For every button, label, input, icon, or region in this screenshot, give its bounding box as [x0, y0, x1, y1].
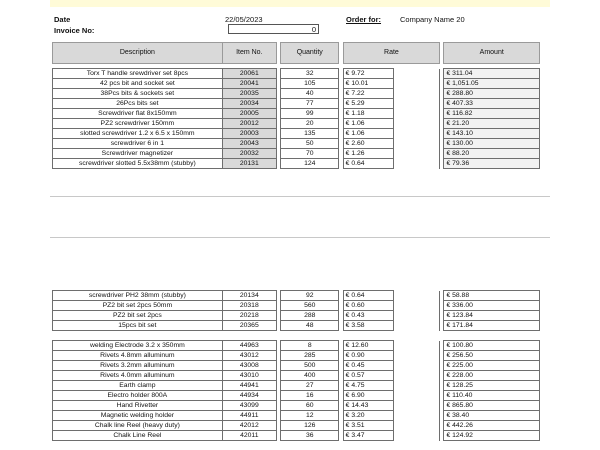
cell-item-no[interactable]: 20034 [222, 99, 276, 109]
cell-rate[interactable]: € 5.29 [343, 99, 393, 109]
cell-description[interactable]: 42 pcs bit and socket set [53, 79, 223, 89]
table-row [53, 79, 540, 89]
cell-quantity[interactable]: 40 [281, 89, 339, 99]
cell-rate[interactable]: € 1.18 [343, 109, 393, 119]
cell-quantity[interactable]: 60 [281, 401, 339, 411]
cell-amount[interactable]: € 38.40 [444, 411, 540, 421]
cell-description[interactable]: screwdriver 6 in 1 [53, 139, 223, 149]
cell-rate[interactable]: € 1.26 [343, 149, 393, 159]
cell-quantity[interactable]: 560 [281, 301, 339, 311]
invoice-table-1 [52, 42, 540, 169]
cell-quantity[interactable]: 32 [281, 69, 339, 79]
table-row [53, 411, 540, 421]
page-gap [0, 196, 600, 238]
cell-amount[interactable]: € 336.00 [444, 301, 540, 311]
company-name[interactable]: Company Name 20 [400, 15, 465, 24]
cell-rate-blank [393, 291, 440, 301]
cell-rate-blank [393, 149, 440, 159]
date-value[interactable]: 22/05/2023 [225, 15, 263, 24]
cell-rate[interactable]: € 14.43 [343, 401, 393, 411]
cell-description[interactable]: Rivets 4.0mm alluminum [53, 371, 223, 381]
cell-amount[interactable]: € 143.10 [444, 129, 540, 139]
cell-quantity[interactable]: 36 [281, 431, 339, 441]
cell-rate[interactable]: € 1.06 [343, 119, 393, 129]
cell-rate[interactable]: € 0.45 [343, 361, 393, 371]
cell-description[interactable]: Earth clamp [53, 381, 223, 391]
invoice-page-1 [50, 0, 550, 196]
cell-amount[interactable]: € 130.00 [444, 139, 540, 149]
cell-item-no[interactable]: 42011 [222, 431, 276, 441]
cell-item-no[interactable]: 20134 [222, 291, 276, 301]
cell-rate-blank [393, 79, 440, 89]
cell-quantity[interactable]: 288 [281, 311, 339, 321]
table-row [53, 291, 540, 301]
cell-amount[interactable]: € 256.50 [444, 351, 540, 361]
invoice-table-2 [52, 290, 540, 441]
cell-rate[interactable]: € 3.47 [343, 431, 393, 441]
cell-item-no[interactable]: 20003 [222, 129, 276, 139]
table-row [53, 149, 540, 159]
cell-amount[interactable]: € 407.33 [444, 99, 540, 109]
cell-item-no[interactable]: 43010 [222, 371, 276, 381]
cell-quantity[interactable]: 285 [281, 351, 339, 361]
cell-rate[interactable]: € 0.43 [343, 311, 393, 321]
cell-rate[interactable]: € 2.60 [343, 139, 393, 149]
cell-rate[interactable]: € 3.20 [343, 411, 393, 421]
table-row [53, 69, 540, 79]
col-header-quantity: Quantity [281, 43, 339, 64]
cell-rate[interactable]: € 3.58 [343, 321, 393, 331]
cell-rate-blank [393, 119, 440, 129]
cell-description[interactable]: Torx T handle srewdriver set 8pcs [53, 69, 223, 79]
cell-rate-blank [393, 431, 440, 441]
cell-amount[interactable]: € 225.00 [444, 361, 540, 371]
cell-description[interactable]: screwdriver PH2 38mm (stubby) [53, 291, 223, 301]
cell-description[interactable]: screwdriver slotted 5.5x38mm (stubby) [53, 159, 223, 169]
cell-item-no[interactable]: 20032 [222, 149, 276, 159]
cell-quantity[interactable]: 70 [281, 149, 339, 159]
cell-quantity[interactable]: 16 [281, 391, 339, 401]
cell-quantity[interactable]: 500 [281, 361, 339, 371]
cell-quantity[interactable]: 92 [281, 291, 339, 301]
cell-item-no[interactable]: 43099 [222, 401, 276, 411]
table-row [53, 139, 540, 149]
cell-rate[interactable]: € 0.57 [343, 371, 393, 381]
cell-rate[interactable]: € 1.06 [343, 129, 393, 139]
table-row [53, 321, 540, 331]
cell-rate-blank [393, 351, 440, 361]
cell-rate-blank [393, 361, 440, 371]
cell-rate-blank [393, 391, 440, 401]
cell-item-no[interactable]: 43008 [222, 361, 276, 371]
col-header-description: Description [53, 43, 223, 64]
cell-quantity[interactable]: 27 [281, 381, 339, 391]
cell-item-no[interactable]: 42012 [222, 421, 276, 431]
cell-rate[interactable]: € 0.90 [343, 351, 393, 361]
cell-amount[interactable]: € 58.88 [444, 291, 540, 301]
cell-rate-blank [393, 421, 440, 431]
col-header-rate: Rate [343, 43, 440, 64]
cell-rate[interactable]: € 0.64 [343, 291, 393, 301]
invoice-label: Invoice No: [54, 26, 95, 35]
cell-rate-blank [393, 159, 440, 169]
cell-description[interactable]: welding Electrode 3.2 x 350mm [53, 341, 223, 351]
table-row [53, 431, 540, 441]
order-for-label: Order for: [346, 15, 382, 24]
cell-description[interactable]: 15pcs bit set [53, 321, 223, 331]
cell-quantity[interactable]: 12 [281, 411, 339, 421]
cell-quantity[interactable]: 126 [281, 421, 339, 431]
cell-item-no[interactable]: 20035 [222, 89, 276, 99]
cell-item-no[interactable]: 44941 [222, 381, 276, 391]
cell-description[interactable]: Rivets 4.8mm alluminum [53, 351, 223, 361]
cell-quantity[interactable]: 77 [281, 99, 339, 109]
cell-description[interactable]: Magnetic welding holder [53, 411, 223, 421]
col-header-amount: Amount [444, 43, 540, 64]
cell-description[interactable]: Screwdriver magnetizer [53, 149, 223, 159]
cell-rate-blank [393, 129, 440, 139]
table-row [53, 89, 540, 99]
cell-item-no[interactable]: 44911 [222, 411, 276, 421]
cell-description[interactable]: PZ2 screwdriver 150mm [53, 119, 223, 129]
date-label: Date [54, 15, 71, 24]
table-row [53, 159, 540, 169]
cell-amount[interactable]: € 88.20 [444, 149, 540, 159]
table-row [53, 119, 540, 129]
cell-amount[interactable]: € 110.40 [444, 391, 540, 401]
cell-amount[interactable]: € 21.20 [444, 119, 540, 129]
cell-rate-blank [393, 321, 440, 331]
cell-item-no[interactable]: 20043 [222, 139, 276, 149]
cell-description[interactable]: Electro holder 800A [53, 391, 223, 401]
table-row [53, 351, 540, 361]
cell-amount[interactable]: € 171.84 [444, 321, 540, 331]
cell-rate-blank [393, 381, 440, 391]
cell-rate-blank [393, 371, 440, 381]
cell-amount[interactable]: € 311.04 [444, 69, 540, 79]
cell-description[interactable]: 38Pcs bits & sockets set [53, 89, 223, 99]
cell-amount[interactable]: € 865.80 [444, 401, 540, 411]
cell-rate-blank [393, 341, 440, 351]
cell-rate-blank [393, 301, 440, 311]
cell-amount[interactable]: € 100.80 [444, 341, 540, 351]
cell-item-no[interactable]: 43012 [222, 351, 276, 361]
cell-rate[interactable]: € 3.51 [343, 421, 393, 431]
table-row [53, 129, 540, 139]
cell-rate-blank [393, 311, 440, 321]
cell-item-no[interactable]: 20005 [222, 109, 276, 119]
cell-rate[interactable]: € 7.22 [343, 89, 393, 99]
cell-rate-blank [393, 69, 440, 79]
cell-amount[interactable]: € 442.26 [444, 421, 540, 431]
table-row [53, 109, 540, 119]
cell-amount[interactable]: € 79.36 [444, 159, 540, 169]
cell-rate[interactable]: € 4.75 [343, 381, 393, 391]
cell-item-no[interactable]: 20012 [222, 119, 276, 129]
cell-quantity[interactable]: 105 [281, 79, 339, 89]
cell-rate-blank [393, 109, 440, 119]
cell-description[interactable]: 26Pcs bits set [53, 99, 223, 109]
table-row [53, 371, 540, 381]
cell-description[interactable]: Chalk Line Reel [53, 431, 223, 441]
cell-rate[interactable]: € 12.60 [343, 341, 393, 351]
cell-rate-blank [393, 99, 440, 109]
cell-amount[interactable]: € 128.25 [444, 381, 540, 391]
cell-quantity[interactable]: 20 [281, 119, 339, 129]
cell-item-no[interactable]: 20365 [222, 321, 276, 331]
cell-description[interactable]: Screwdriver flat 8x150mm [53, 109, 223, 119]
cell-amount[interactable]: € 228.00 [444, 371, 540, 381]
cell-rate-blank [393, 139, 440, 149]
cell-description[interactable]: PZ2 bit set 2pcs [53, 311, 223, 321]
cell-item-no[interactable]: 44963 [222, 341, 276, 351]
cell-item-no[interactable]: 20131 [222, 159, 276, 169]
cell-item-no[interactable]: 20218 [222, 311, 276, 321]
invoice-value[interactable]: 0 [228, 24, 319, 34]
group-separator [53, 331, 540, 341]
cell-description[interactable]: Chalk line Reel (heavy duty) [53, 421, 223, 431]
cell-description[interactable]: slotted screwdriver 1.2 x 6.5 x 150mm [53, 129, 223, 139]
cell-item-no[interactable]: 20318 [222, 301, 276, 311]
cell-quantity[interactable]: 135 [281, 129, 339, 139]
cell-quantity[interactable]: 48 [281, 321, 339, 331]
cell-quantity[interactable]: 400 [281, 371, 339, 381]
cell-rate[interactable]: € 6.90 [343, 391, 393, 401]
table-row [53, 301, 540, 311]
table-row [53, 391, 540, 401]
table-row [53, 401, 540, 411]
cell-quantity[interactable]: 50 [281, 139, 339, 149]
cell-quantity[interactable]: 8 [281, 341, 339, 351]
cell-description[interactable]: PZ2 bit set 2pcs 50mm [53, 301, 223, 311]
cell-amount[interactable]: € 288.80 [444, 89, 540, 99]
cell-description[interactable]: Rivets 3.2mm alluminum [53, 361, 223, 371]
cell-amount[interactable]: € 1,051.05 [444, 79, 540, 89]
cell-amount[interactable]: € 116.82 [444, 109, 540, 119]
invoice-page-2 [50, 238, 550, 450]
cell-item-no[interactable]: 44934 [222, 391, 276, 401]
table-row [53, 381, 540, 391]
cell-rate-blank [393, 89, 440, 99]
page-1-bottom-edge [50, 196, 550, 197]
cell-amount[interactable]: € 124.92 [444, 431, 540, 441]
cell-rate[interactable]: € 0.60 [343, 301, 393, 311]
table-row [53, 361, 540, 371]
cell-description[interactable]: Hand Rivetter [53, 401, 223, 411]
table-row [53, 99, 540, 109]
table-row [53, 421, 540, 431]
cell-rate[interactable]: € 9.72 [343, 69, 393, 79]
cell-item-no[interactable]: 20061 [222, 69, 276, 79]
cell-quantity[interactable]: 99 [281, 109, 339, 119]
cell-item-no[interactable]: 20041 [222, 79, 276, 89]
table-row [53, 311, 540, 321]
cell-rate[interactable]: € 10.01 [343, 79, 393, 89]
col-header-item: Item No. [222, 43, 276, 64]
cell-quantity[interactable]: 124 [281, 159, 339, 169]
cell-rate-blank [393, 411, 440, 421]
cell-amount[interactable]: € 123.84 [444, 311, 540, 321]
table-row [53, 341, 540, 351]
cell-rate-blank [393, 401, 440, 411]
cell-rate[interactable]: € 0.64 [343, 159, 393, 169]
header-highlight-bar [50, 0, 550, 7]
